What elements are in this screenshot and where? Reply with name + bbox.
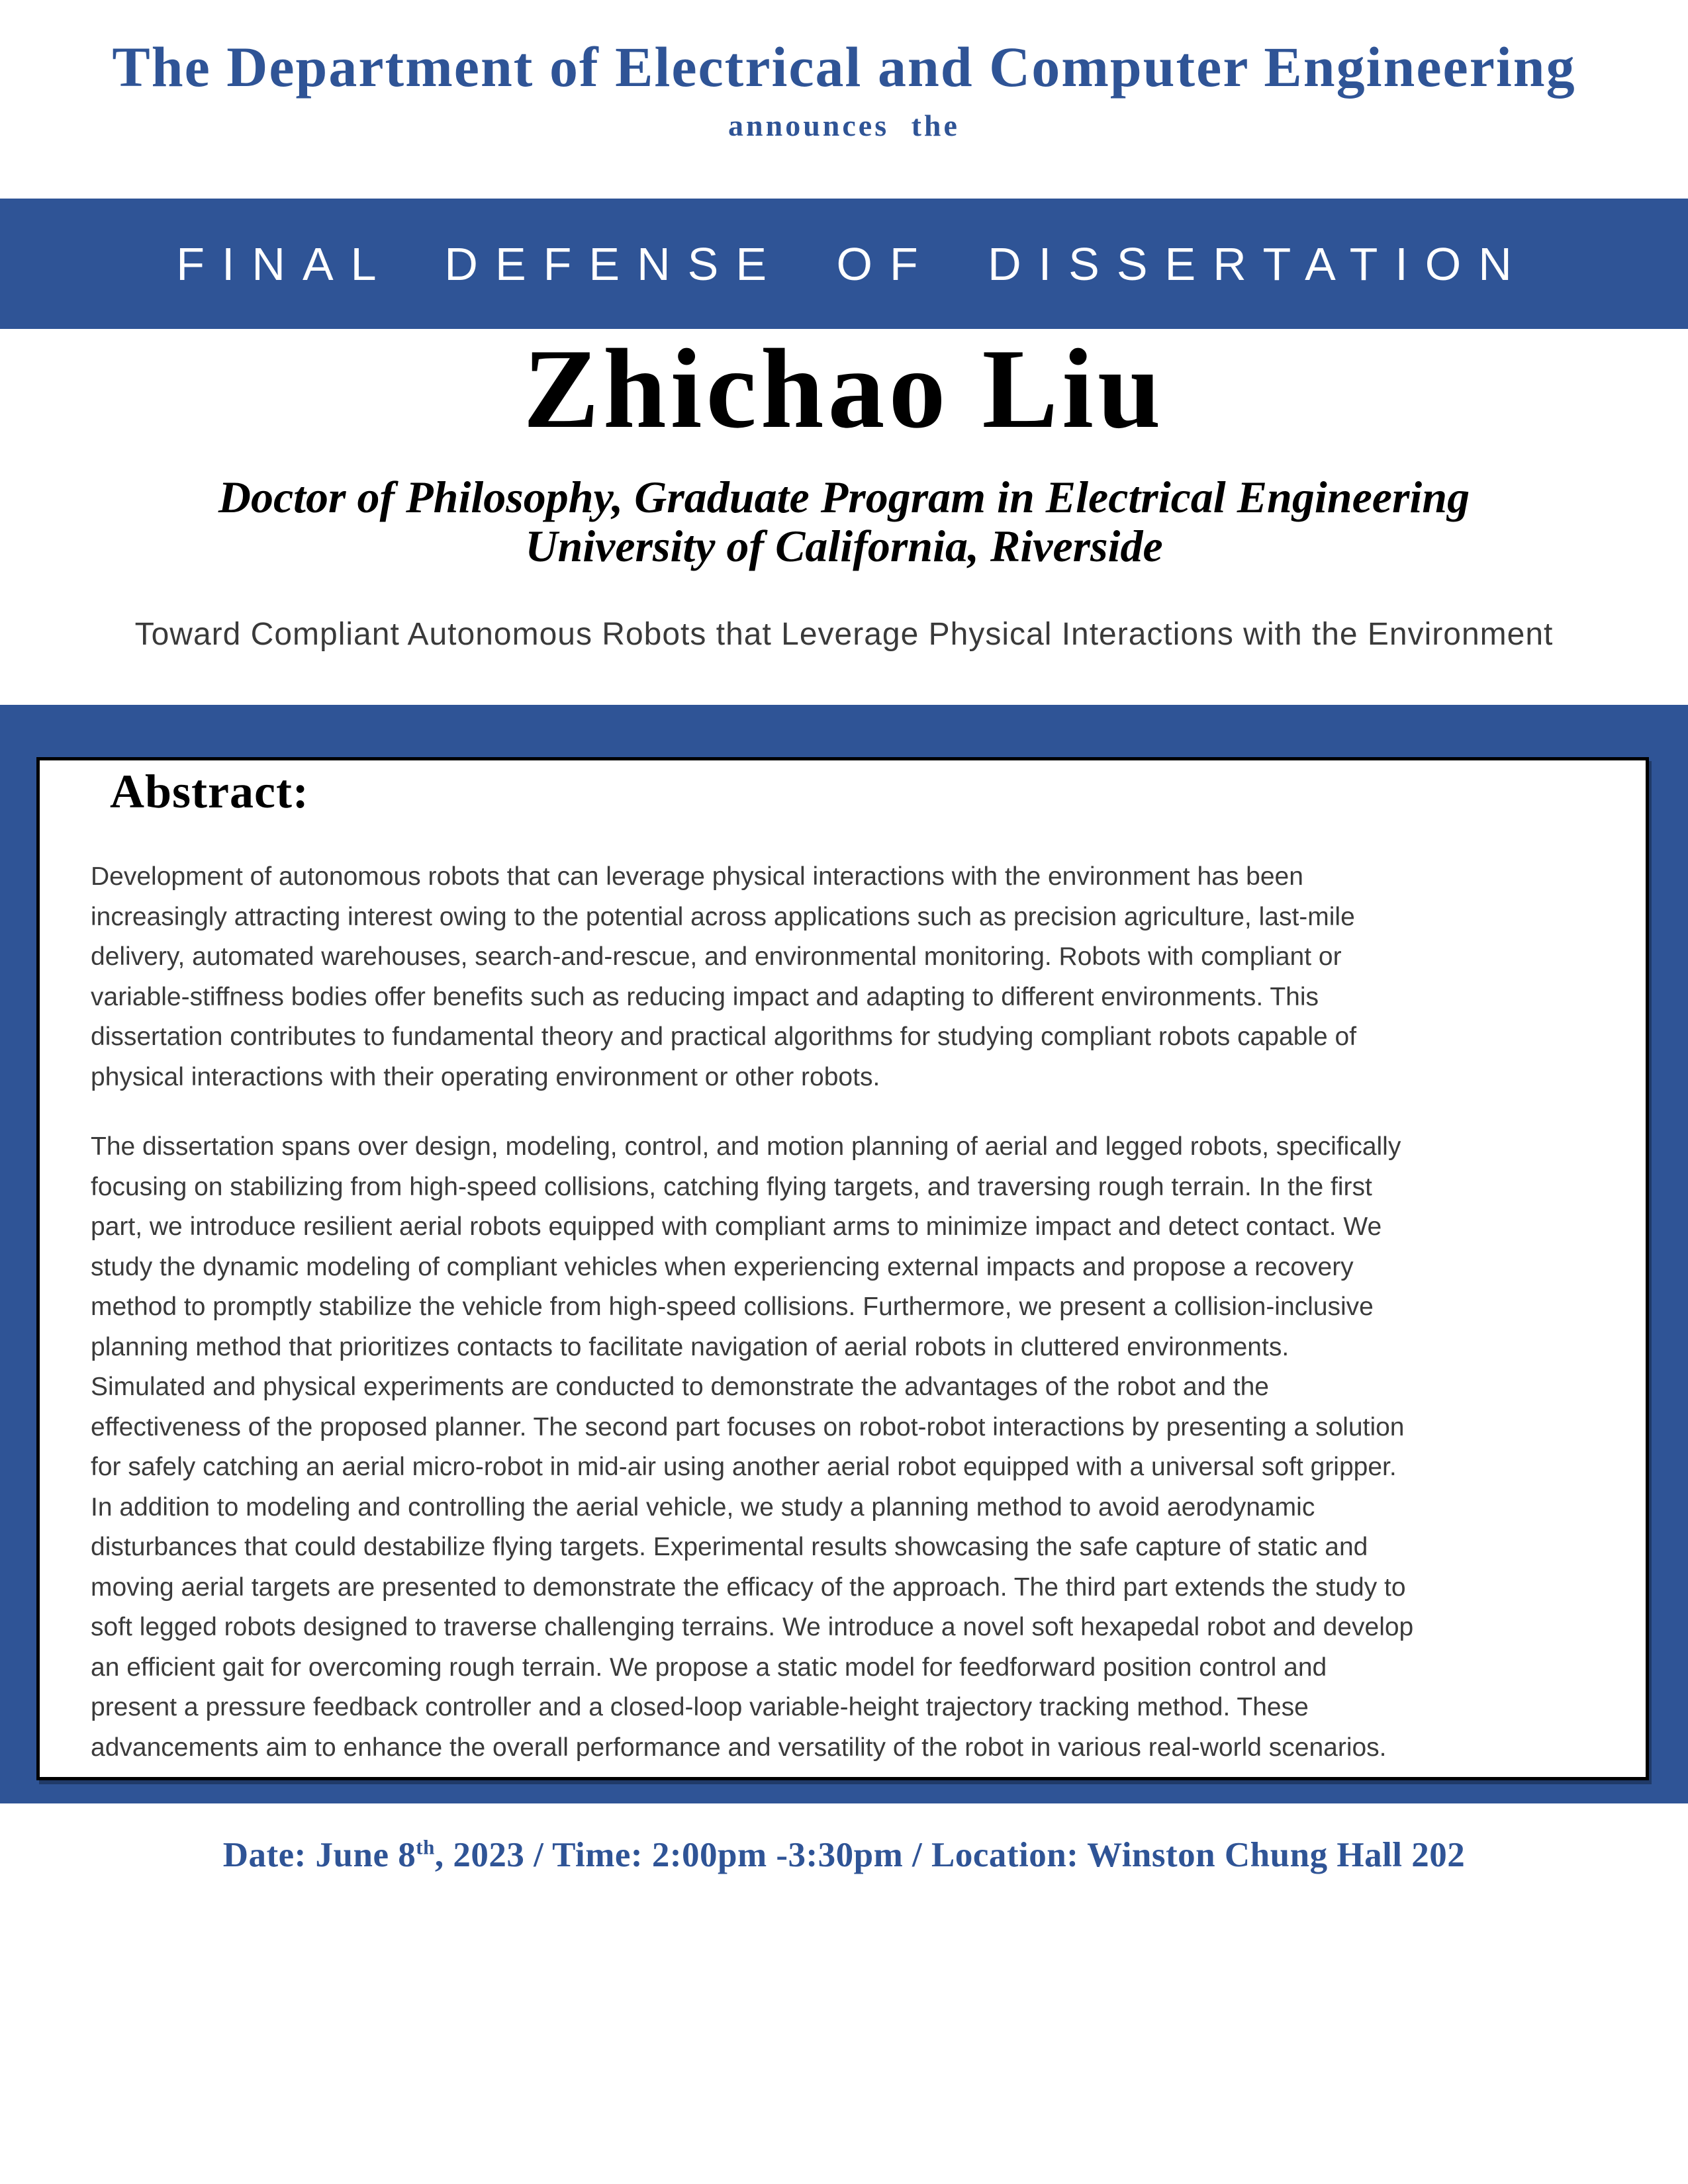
abstract-line: Development of autonomous robots that can leverage physical interactions with the environment has been (91, 862, 1303, 891)
abstract-line: for safely catching an aerial micro-robot in mid-air using another aerial robot equipped with a universal soft gripper. (91, 1453, 1397, 1481)
abstract-line: advancements aim to enhance the overall performance and versatility of the robot in various real-world scenarios. (91, 1733, 1387, 1762)
abstract-line: effectiveness of the proposed planner. The second part focuses on robot-robot interactions by presenting a solution (91, 1412, 1405, 1441)
abstract-line: present a pressure feedback controller and a closed-loop variable-height trajectory tracking method. These (91, 1693, 1309, 1721)
department-title: The Department of Electrical and Computer Engineering (112, 35, 1576, 99)
abstract-line: disturbances that could destabilize flying targets. Experimental results showcasing the safe capture of static and (91, 1533, 1368, 1561)
abstract-line: increasingly attracting interest owing to the potential across applications such as precision agriculture, last-mile (91, 902, 1355, 931)
abstract-line: planning method that prioritizes contacts to facilitate navigation of aerial robots in cluttered environments. (91, 1332, 1289, 1361)
abstract-line: physical interactions with their operating environment or other robots. (91, 1062, 880, 1091)
abstract-line: In addition to modeling and controlling the aerial vehicle, we study a planning method to avoid aerodynamic (91, 1492, 1315, 1522)
abstract-body (91, 857, 1606, 1768)
abstract-line: variable-stiffness bodies offer benefits such as reducing impact and adapting to different environments. This (91, 982, 1319, 1011)
dissertation-title: Toward Compliant Autonomous Robots that Leverage Physical Interactions with the Environment (134, 617, 1554, 652)
abstract-line: part, we introduce resilient aerial robots equipped with compliant arms to minimize impact and detect contact. We (91, 1212, 1382, 1241)
abstract-line: study the dynamic modeling of compliant vehicles when experiencing external impacts and propose a recovery (91, 1252, 1354, 1281)
abstract-line: method to promptly stabilize the vehicle from high-speed collisions. Furthermore, we present a collision-inclusive (91, 1293, 1374, 1321)
event-time-location: , 2023 / Time: 2:00pm -3:30pm / Location: Winston Chung Hall 202 (434, 1836, 1466, 1874)
abstract-line: moving aerial targets are presented to demonstrate the efficacy of the approach. The third part extends the study to (91, 1572, 1406, 1602)
abstract-line: an efficient gait for overcoming rough terrain. We propose a static model for feedforward position control and (91, 1653, 1327, 1682)
announces-line: announces the (728, 109, 960, 142)
abstract-line: soft legged robots designed to traverse challenging terrains. We introduce a novel soft hexapedal robot and develop (91, 1613, 1414, 1641)
defense-banner (0, 199, 1688, 329)
event-date-prefix: Date: June 8 (222, 1836, 416, 1874)
abstract-box (36, 757, 1649, 1780)
event-date-ordinal-suffix: th (416, 1835, 435, 1859)
abstract-line: delivery, automated warehouses, search-and-rescue, and environmental monitoring. Robots with compliant or (91, 942, 1342, 971)
abstract-paragraph-1 (91, 857, 1606, 1097)
abstract-line: dissertation contributes to fundamental theory and practical algorithms for studying compliant robots capable of (91, 1023, 1357, 1051)
abstract-box-inner (40, 760, 1646, 1777)
degree-program-line: Doctor of Philosophy, Graduate Program in Electrical Engineering (218, 472, 1470, 522)
institution-line: University of California, Riverside (525, 521, 1163, 571)
event-details-line (0, 1835, 1688, 1877)
abstract-line: focusing on stabilizing from high-speed collisions, catching flying targets, and traversing rough terrain. In the first (91, 1172, 1372, 1201)
abstract-line: The dissertation spans over design, modeling, control, and motion planning of aerial and legged robots, specifically (91, 1132, 1401, 1161)
abstract-line: Simulated and physical experiments are conducted to demonstrate the advantages of the robot and the (91, 1373, 1269, 1401)
defense-banner-title: FINAL DEFENSE OF DISSERTATION (176, 238, 1529, 290)
abstract-paragraph-2 (91, 1127, 1606, 1768)
abstract-heading: Abstract: (110, 765, 309, 818)
candidate-name: Zhichao Liu (523, 326, 1165, 452)
